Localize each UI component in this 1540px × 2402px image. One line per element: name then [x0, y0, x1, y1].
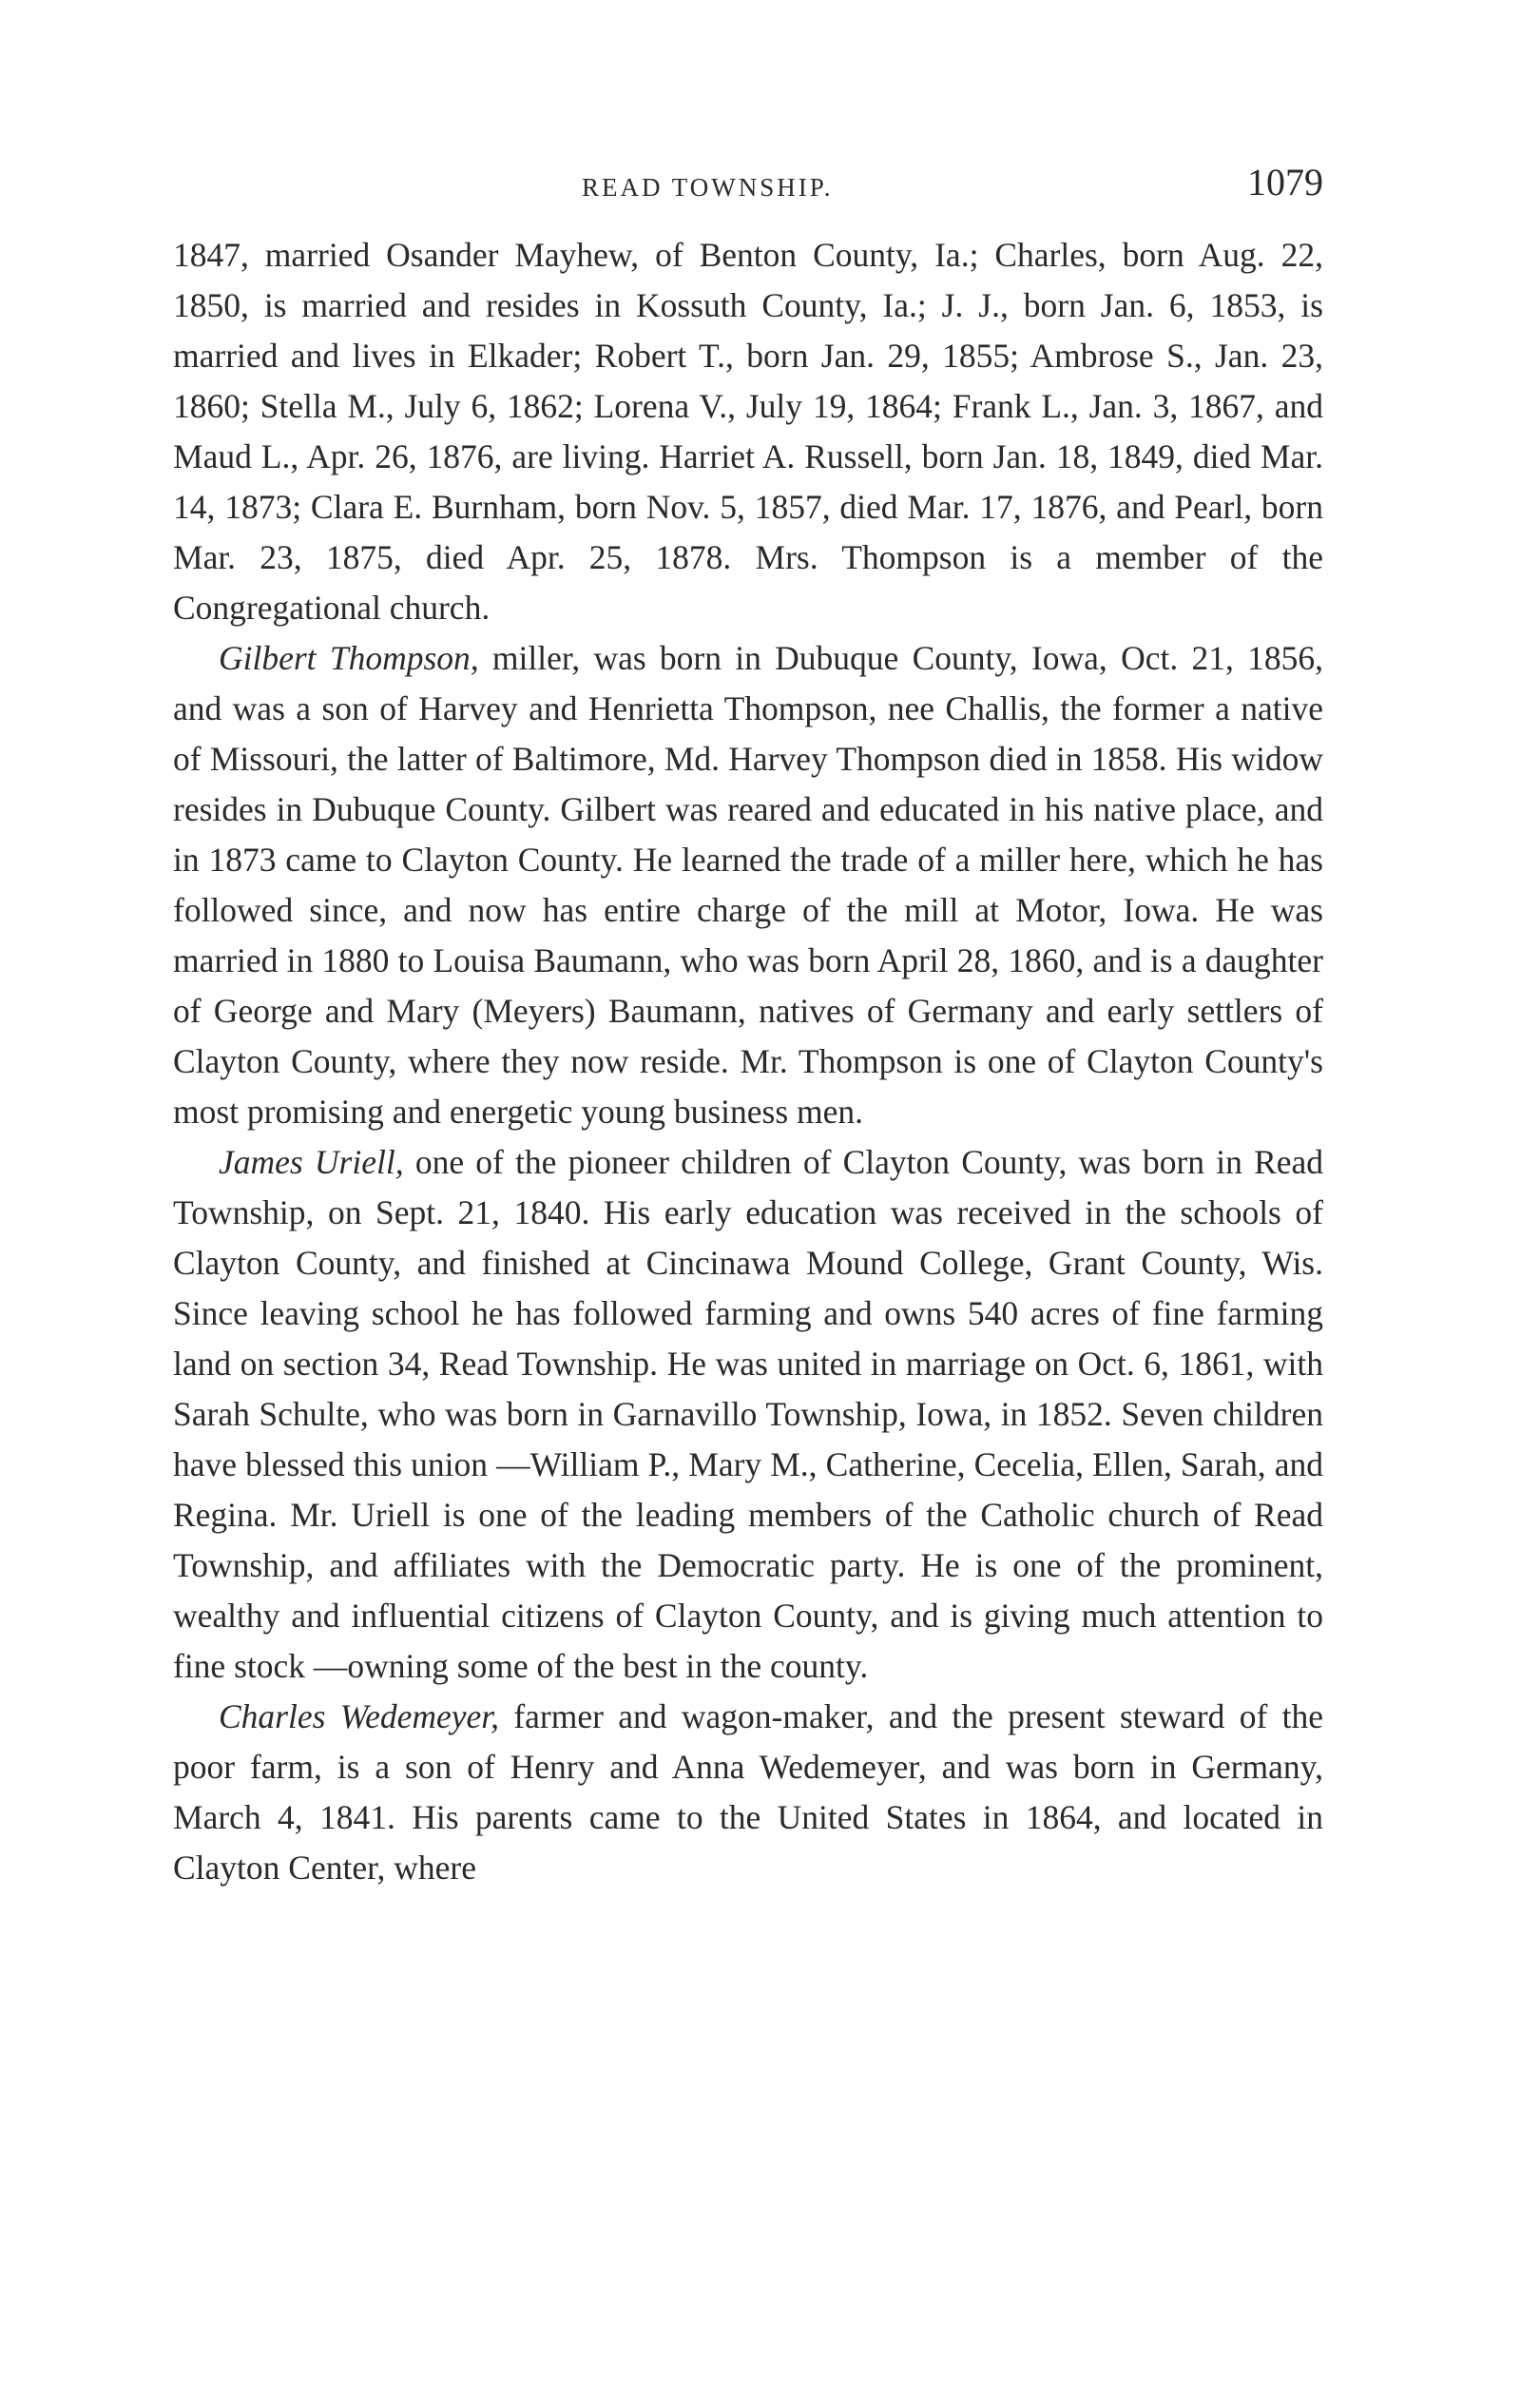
paragraph-text: one of the pioneer children of Clayton County, was born in Read Township, on Sept. 21, 1840. His early education was received in the schools of Clayton County, and finished at Cincinawa Mound College, Grant County, Wis. Since leaving school he has followed farming and owns 540 acres of fine farming land on section 34, Read Township. He was united in marriage on Oct. 6, 1861, with Sarah Schulte, who was born in Garnavillo Township, Iowa, in 1852. Seven children have blessed this union —William P., Mary M., Catherine, Cecelia, Ellen, Sarah, and Regina. Mr. Uriell is one of the leading members of the Catholic church of Read Township, and affiliates with the Democratic party. He is one of the prominent, wealthy and influential citizens of Clayton County, and is giving much attention to fine stock —owning some of the best in the county. [173, 1143, 1324, 1685]
running-head [173, 152, 1323, 209]
page-number: 1079 [1247, 161, 1323, 203]
paragraph-gilbert-thompson [173, 633, 1323, 1137]
biography-name: Gilbert Thompson, [219, 639, 479, 677]
paragraph-continuation [173, 230, 1323, 633]
paragraph-text: farmer and wagon-maker, and the present steward of the poor farm, is a son of Henry and Anna Wedemeyer, and was born in Germany, March 4, 1841. His parents came to the United States in 1864, and located in Clayton Center, where [173, 1697, 1323, 1887]
book-page [173, 152, 1323, 1893]
biography-name: Charles Wedemeyer, [219, 1697, 500, 1735]
biography-name: James Uriell, [219, 1143, 404, 1181]
paragraph-text: 1847, married Osander Mayhew, of Benton County, Ia.; Charles, born Aug. 22, 1850, is married and resides in Kossuth County, Ia.; J. J., born Jan. 6, 1853, is married and lives in Elkader; Robert T., born Jan. 29, 1855; Ambrose S., Jan. 23, 1860; Stella M., July 6, 1862; Lorena V., July 19, 1864; Frank L., Jan. 3, 1867, and Maud L., Apr. 26, 1876, are living. Harriet A. Russell, born Jan. 18, 1849, died Mar. 14, 1873; Clara E. Burnham, born Nov. 5, 1857, died Mar. 17, 1876, and Pearl, born Mar. 23, 1875, died Apr. 25, 1878. Mrs. Thompson is a member of the Congregational church. [173, 236, 1323, 627]
paragraph-charles-wedemeyer [173, 1692, 1323, 1893]
paragraph-text: miller, was born in Dubuque County, Iowa, Oct. 21, 1856, and was a son of Harvey and Henrietta Thompson, nee Challis, the former a native of Missouri, the latter of Baltimore, Md. Harvey Thompson died in 1858. His widow resides in Dubuque County. Gilbert was reared and educated in his native place, and in 1873 came to Clayton County. He learned the trade of a miller here, which he has followed since, and now has entire charge of the mill at Motor, Iowa. He was married in 1880 to Louisa Baumann, who was born April 28, 1860, and is a daughter of George and Mary (Meyers) Baumann, natives of Germany and early settlers of Clayton County, where they now reside. Mr. Thompson is one of Clayton County's most promising and energetic young business men. [173, 639, 1324, 1131]
body-text [173, 230, 1323, 1893]
running-title: READ TOWNSHIP. [582, 173, 834, 202]
paragraph-james-uriell [173, 1137, 1323, 1692]
